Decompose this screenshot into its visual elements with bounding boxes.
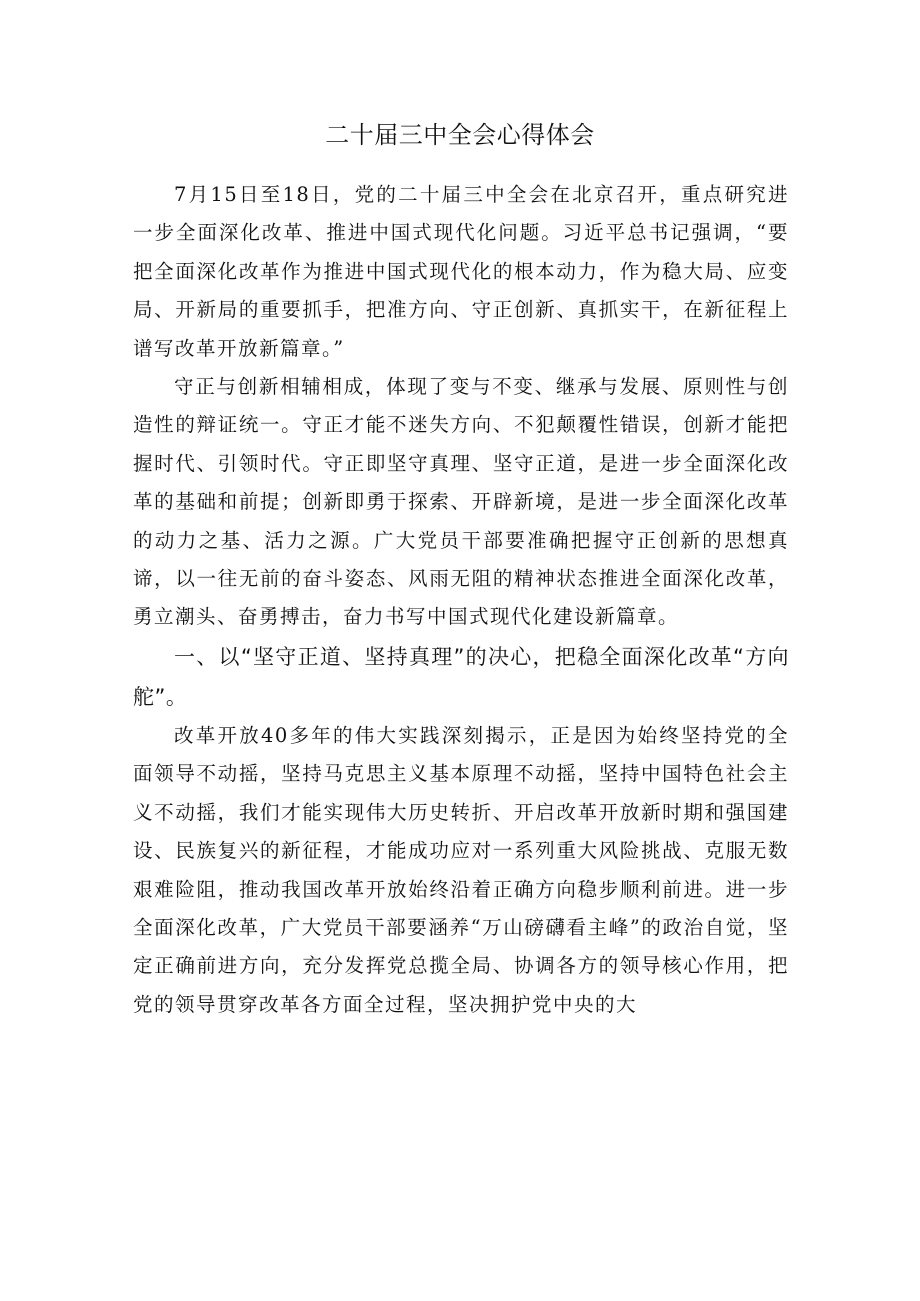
document-title: 二十届三中全会心得体会: [325, 121, 595, 149]
section-paragraph: 改革开放40多年的伟大实践深刻揭示，正是因为始终坚持党的全面领导不动摇，坚持马克思主义基本原理不动摇，坚持中国特色社会主义不动摇，我们才能实现伟大历史转折、开启改革开放新时期和强国建设、民族复兴的新征程，才能成功应对一系列重大风险挑战、克服无数艰难险阻，推动我国改革开放始终沿着正确方向稳步顺利前进。进一步全面深化改革，广大党员干部要涵养“万山磅礴看主峰”的政治自觉，坚定正确前进方向，充分发挥党总揽全局、协调各方的领导核心作用，把党的领导贯穿改革各方面全过程，坚决拥护党中央的大: [133, 723, 789, 1016]
intro-paragraph: 7月15日至18日，党的二十届三中全会在北京召开，重点研究进一步全面深化改革、推进中国式现代化问题。习近平总书记强调，“要把全面深化改革作为推进中国式现代化的根本动力，作为稳大局、应变局、开新局的重要抓手，把准方向、守正创新、真抓实干，在新征程上谱写改革开放新篇章。”: [133, 183, 789, 360]
section-heading: 一、以“坚守正道、坚持真理”的决心，把稳全面深化改革“方向舵”。: [133, 644, 789, 709]
document-body: [133, 176, 789, 1024]
second-paragraph: 守正与创新相辅相成，体现了变与不变、继承与发展、原则性与创造性的辩证统一。守正才能不迷失方向、不犯颠覆性错误，创新才能把握时代、引领时代。守正即坚守真理、坚守正道，是进一步全面深化改革的基础和前提；创新即勇于探索、开辟新境，是进一步全面深化改革的动力之基、活力之源。广大党员干部要准确把握守正创新的思想真谛，以一往无前的奋斗姿态、风雨无阻的精神状态推进全面深化改革，勇立潮头、奋勇搏击，奋力书写中国式现代化建设新篇章。: [133, 375, 789, 629]
